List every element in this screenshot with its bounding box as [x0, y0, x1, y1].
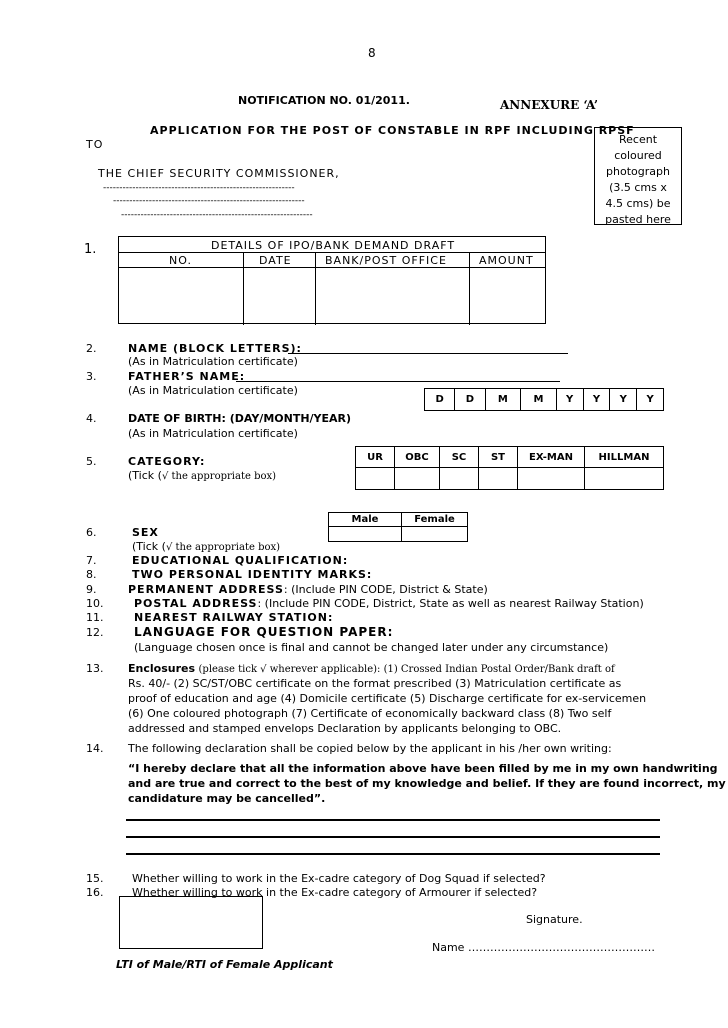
postal-address-label: POSTAL ADDRESS [134, 597, 258, 610]
category-sc-box[interactable] [440, 468, 479, 490]
sex-grid [328, 512, 468, 542]
item5-number: 5. [86, 455, 97, 468]
dob-cell[interactable]: Y [610, 389, 637, 411]
dob-cell[interactable]: Y [556, 389, 583, 411]
category-ur: UR [356, 447, 395, 468]
item7-number: 7. [86, 554, 97, 567]
dob-cell[interactable]: M [521, 389, 557, 411]
category-obc: OBC [395, 447, 440, 468]
col-date: DATE [259, 254, 292, 267]
dob-grid [424, 388, 664, 411]
father-name-label: FATHER’S NAME: [128, 370, 246, 383]
father-name-field[interactable] [236, 381, 560, 382]
category-grid [355, 446, 664, 490]
item9-number: 9. [86, 583, 97, 596]
name-label: NAME (BLOCK LETTERS): [128, 342, 302, 355]
item10-note: : (Include PIN CODE, District, State as well as nearest Railway Station) [257, 597, 644, 610]
to-label: TO [86, 138, 104, 151]
category-ur-box[interactable] [356, 468, 395, 490]
item4-note: (As in Matriculation certificate) [128, 427, 298, 440]
photo-box[interactable] [594, 127, 682, 225]
enclosures-line-4: (6) One coloured photograph (7) Certificate of economically backward class (8) Two self [128, 707, 612, 720]
photo-text-2: coloured [614, 149, 662, 162]
item12-note: (Language chosen once is final and cannot be changed later under any circumstance) [134, 641, 609, 654]
dob-cell[interactable]: M [485, 389, 521, 411]
declaration-line-3: candidature may be cancelled”. [128, 792, 326, 805]
item15-number: 15. [86, 872, 104, 885]
declaration-writing-line-1[interactable] [126, 819, 660, 821]
annexure-label: ANNEXURE ‘A’ [500, 98, 599, 112]
signature-label: Signature. [526, 913, 583, 926]
photo-text-6: pasted here [605, 213, 671, 226]
item1-number: 1. [84, 242, 97, 257]
category-obc-box[interactable] [395, 468, 440, 490]
item16-text: Whether willing to work in the Ex-cadre category of Armourer if selected? [132, 886, 538, 899]
sex-female: Female [402, 513, 468, 527]
item3-number: 3. [86, 370, 97, 383]
category-st-box[interactable] [479, 468, 518, 490]
dob-cell[interactable]: D [425, 389, 455, 411]
category-hillman: HILLMAN [585, 447, 664, 468]
item4-number: 4. [86, 412, 97, 425]
item6-note-a: (Tick ( [132, 540, 166, 553]
item8-number: 8. [86, 568, 97, 581]
photo-text-4: (3.5 cms x [609, 181, 667, 194]
item14-text: The following declaration shall be copied below by the applicant in his /her own writing: [128, 742, 612, 755]
item5-note-a: (Tick ( [128, 469, 162, 482]
col-amount: AMOUNT [479, 254, 534, 267]
item6-number: 6. [86, 526, 97, 539]
declaration-line-2: and are true and correct to the best of my knowledge and belief. If they are found incorrect, my [128, 777, 726, 790]
ipo-table [118, 236, 546, 324]
photo-text-5: 4.5 cms) be [605, 197, 671, 210]
dob-cell[interactable]: Y [637, 389, 664, 411]
sex-female-box[interactable] [402, 527, 468, 542]
declaration-writing-line-3[interactable] [126, 853, 660, 855]
item10-number: 10. [86, 597, 104, 610]
item2-note: (As in Matriculation certificate) [128, 355, 298, 368]
photo-text-1: Recent [618, 133, 658, 146]
name-field[interactable] [288, 353, 568, 354]
item16-number: 16. [86, 886, 104, 899]
declaration-line-1: “I hereby declare that all the information above have been filled by me in my own handwriting [128, 762, 718, 775]
category-sc: SC [440, 447, 479, 468]
category-exman-box[interactable] [518, 468, 585, 490]
enclosures-line-3: proof of education and age (4) Domicile certificate (5) Discharge certificate for ex-servicemen [128, 692, 647, 705]
sex-male-box[interactable] [329, 527, 402, 542]
declaration-writing-line-2[interactable] [126, 836, 660, 838]
col-no: NO. [169, 254, 192, 267]
enclosures-line-1: (please tick √ wherever applicable): (1) Crossed Indian Postal Order/Bank draft of [198, 664, 615, 675]
item13-number: 13. [86, 662, 104, 675]
item12-number: 12. [86, 626, 104, 639]
dob-cell[interactable]: D [455, 389, 485, 411]
address-line-1: ----------------------------------------------------------- [103, 183, 295, 193]
notification-number: NOTIFICATION NO. 01/2011. [238, 94, 410, 107]
col-bank: BANK/POST OFFICE [325, 254, 447, 267]
category-hillman-box[interactable] [585, 468, 664, 490]
item2-number: 2. [86, 342, 97, 355]
sex-label: SEX [132, 526, 159, 539]
enclosures-line-2: Rs. 40/- (2) SC/ST/OBC certificate on the format prescribed (3) Matriculation certificate as [128, 677, 622, 690]
category-exman: EX-MAN [518, 447, 585, 468]
item6-note-b: √ the appropriate box) [165, 542, 281, 553]
item9-note: : (Include PIN CODE, District & State) [283, 583, 488, 596]
application-title: APPLICATION FOR THE POST OF CONSTABLE IN RPF INCLUDING RPSF [150, 124, 635, 137]
addressee: THE CHIEF SECURITY COMMISSIONER, [98, 167, 340, 180]
permanent-address-label: PERMANENT ADDRESS [128, 583, 284, 596]
address-line-3: ----------------------------------------------------------- [121, 210, 313, 220]
item5-note-b: √ the appropriate box) [161, 471, 277, 482]
dob-cell[interactable]: Y [583, 389, 610, 411]
category-st: ST [479, 447, 518, 468]
enclosures-label: Enclosures [128, 662, 196, 675]
item15-text: Whether willing to work in the Ex-cadre category of Dog Squad if selected? [132, 872, 546, 885]
address-line-2: ----------------------------------------------------------- [113, 196, 305, 206]
dob-label: DATE OF BIRTH: (DAY/MONTH/YEAR) [128, 412, 352, 425]
photo-text-3: photograph [606, 165, 670, 178]
language-label: LANGUAGE FOR QUESTION PAPER: [134, 625, 394, 639]
identity-marks-label: TWO PERSONAL IDENTITY MARKS: [132, 568, 373, 581]
item11-number: 11. [86, 611, 104, 624]
item3-note: (As in Matriculation certificate) [128, 384, 298, 397]
item14-number: 14. [86, 742, 104, 755]
railway-station-label: NEAREST RAILWAY STATION: [134, 611, 334, 624]
enclosures-line-5: addressed and stamped envelops Declaration by applicants belonging to OBC. [128, 722, 562, 735]
page-number: 8 [368, 46, 376, 60]
thumb-impression-box[interactable] [119, 896, 263, 949]
education-label: EDUCATIONAL QUALIFICATION: [132, 554, 349, 567]
name-line: Name …………………………………………… [432, 941, 655, 954]
sex-male: Male [329, 513, 402, 527]
category-label: CATEGORY: [128, 455, 206, 468]
lti-label: LTI of Male/RTI of Female Applicant [116, 958, 333, 971]
ipo-table-title: DETAILS OF IPO/BANK DEMAND DRAFT [211, 239, 456, 252]
